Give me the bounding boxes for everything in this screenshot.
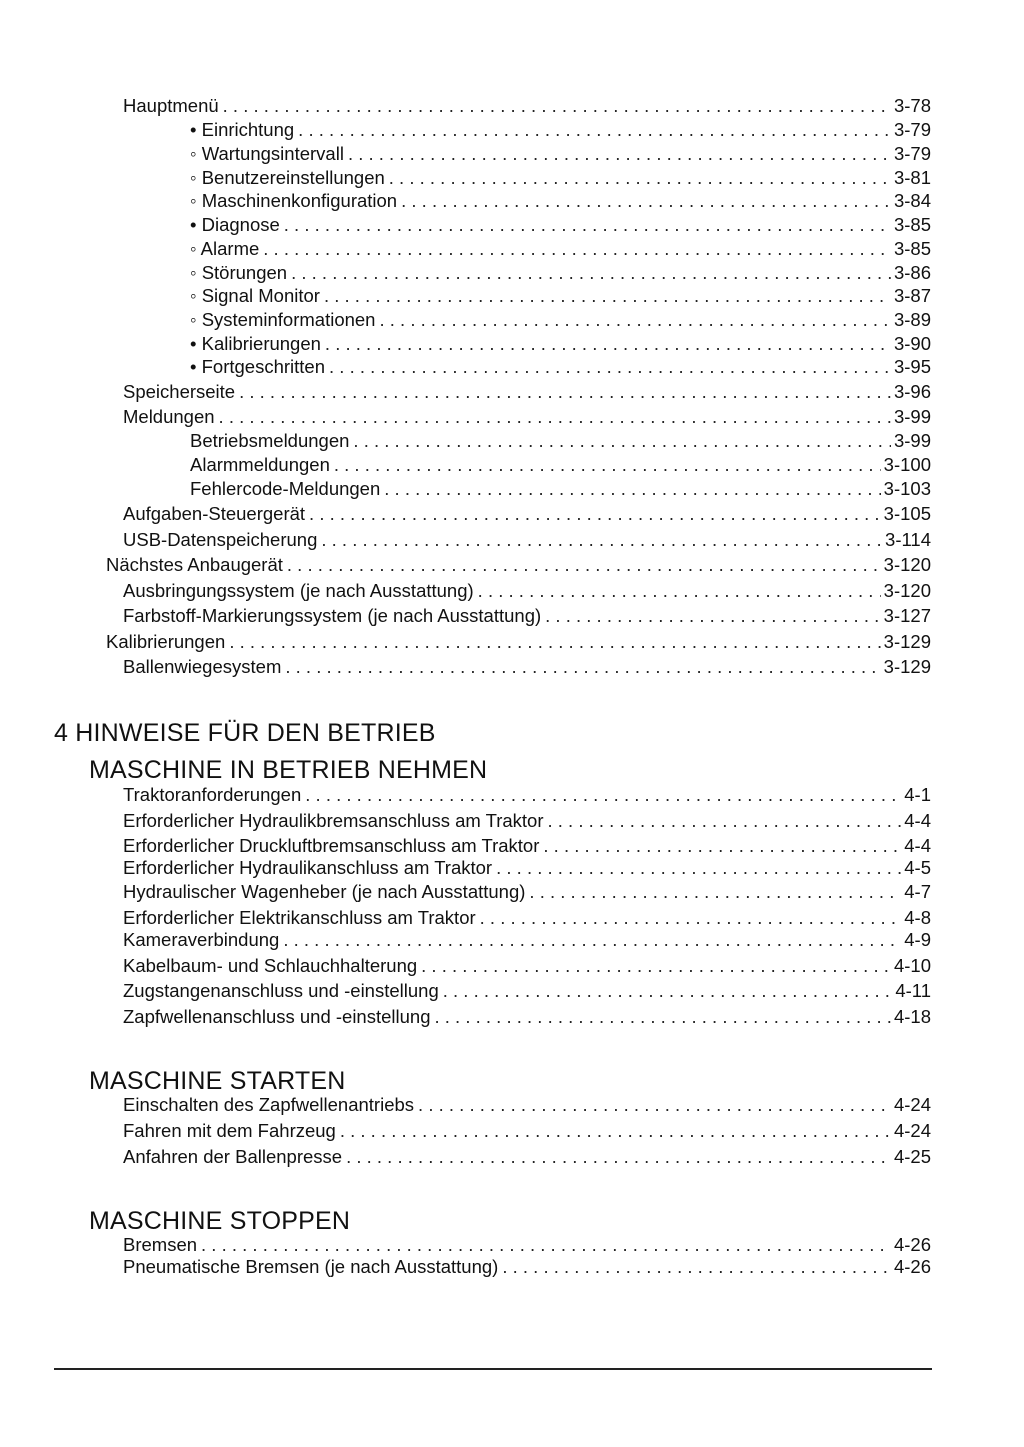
toc-entry[interactable] bbox=[123, 810, 931, 832]
toc-label: Einschalten des Zapfwellenantriebs bbox=[123, 1094, 415, 1115]
toc-page-number: 4-1 bbox=[904, 784, 931, 805]
toc-entry[interactable] bbox=[123, 580, 931, 602]
toc-label: Erforderlicher Hydraulikanschluss am Traktor bbox=[123, 857, 493, 878]
dot-leader bbox=[435, 1006, 891, 1028]
toc-page-number: 4-4 bbox=[904, 835, 931, 856]
chapter-title: 4 HINWEISE FÜR DEN BETRIEB bbox=[54, 719, 436, 747]
toc-entry[interactable] bbox=[123, 1234, 931, 1256]
toc-page-number: 3-129 bbox=[883, 631, 931, 652]
dot-leader bbox=[283, 929, 901, 951]
toc-label: Aufgaben-Steuergerät bbox=[123, 503, 306, 524]
footer-rule bbox=[54, 1368, 932, 1370]
toc-page-number: 4-26 bbox=[893, 1256, 931, 1277]
toc-page-number: 3-105 bbox=[883, 503, 931, 524]
toc-entry[interactable] bbox=[190, 167, 931, 189]
toc-label: Alarmmeldungen bbox=[190, 454, 330, 475]
toc-label: Kameraverbindung bbox=[123, 929, 280, 950]
dot-leader bbox=[443, 980, 893, 1002]
toc-label: ◦ Maschinenkonfiguration bbox=[190, 190, 398, 211]
toc-label: Pneumatische Bremsen (je nach Ausstattung) bbox=[123, 1256, 499, 1277]
dot-leader bbox=[201, 1234, 891, 1256]
toc-entry[interactable] bbox=[123, 95, 931, 117]
toc-entry[interactable] bbox=[123, 381, 931, 403]
dot-leader bbox=[284, 214, 891, 236]
dot-leader bbox=[329, 356, 891, 378]
toc-entry[interactable] bbox=[190, 190, 931, 212]
toc-entry[interactable] bbox=[190, 214, 931, 236]
section-title: MASCHINE STOPPEN bbox=[89, 1207, 351, 1235]
toc-page-number: 3-99 bbox=[893, 430, 931, 451]
toc-page-number: 3-95 bbox=[893, 356, 931, 377]
toc-page-number: 3-78 bbox=[893, 95, 931, 116]
toc-label: ◦ Alarme bbox=[190, 238, 260, 259]
toc-page-number: 3-103 bbox=[883, 478, 931, 499]
dot-leader bbox=[496, 857, 901, 879]
toc-entry[interactable] bbox=[190, 356, 931, 378]
toc-entry[interactable] bbox=[190, 238, 931, 260]
dot-leader bbox=[321, 529, 882, 551]
toc-label: ◦ Störungen bbox=[190, 262, 288, 283]
dot-leader bbox=[340, 1120, 891, 1142]
dot-leader bbox=[421, 955, 891, 977]
toc-label: • Einrichtung bbox=[190, 119, 295, 140]
dot-leader bbox=[325, 333, 891, 355]
dot-leader bbox=[309, 503, 881, 525]
toc-label: • Diagnose bbox=[190, 214, 280, 235]
toc-page-number: 3-129 bbox=[883, 656, 931, 677]
toc-page-number: 4-24 bbox=[893, 1120, 931, 1141]
toc-label: Anfahren der Ballenpresse bbox=[123, 1146, 343, 1167]
toc-entry[interactable] bbox=[123, 1146, 931, 1168]
toc-label: • Kalibrierungen bbox=[190, 333, 321, 354]
toc-page-number: 3-90 bbox=[893, 333, 931, 354]
toc-page-number: 3-79 bbox=[893, 143, 931, 164]
toc-label: • Fortgeschritten bbox=[190, 356, 326, 377]
toc-label: ◦ Wartungsintervall bbox=[190, 143, 344, 164]
toc-label: Ausbringungssystem (je nach Ausstattung) bbox=[123, 580, 474, 601]
toc-entry[interactable] bbox=[190, 478, 931, 500]
toc-entry[interactable] bbox=[123, 857, 931, 879]
toc-page-number: 3-86 bbox=[893, 262, 931, 283]
toc-entry[interactable] bbox=[190, 285, 931, 307]
dot-leader bbox=[324, 285, 891, 307]
toc-label: Traktoranforderungen bbox=[123, 784, 302, 805]
toc-entry[interactable] bbox=[190, 119, 931, 141]
toc-page-number: 3-120 bbox=[883, 554, 931, 575]
toc-entry[interactable] bbox=[106, 631, 931, 653]
toc-entry[interactable] bbox=[123, 907, 931, 929]
dot-leader bbox=[384, 478, 880, 500]
toc-page-number: 4-9 bbox=[904, 929, 931, 950]
toc-label: Zugstangenanschluss und -einstellung bbox=[123, 980, 439, 1001]
toc-label: Kalibrierungen bbox=[106, 631, 226, 652]
toc-page-number: 4-24 bbox=[893, 1094, 931, 1115]
dot-leader bbox=[401, 190, 891, 212]
toc-entry[interactable] bbox=[190, 333, 931, 355]
toc-entry[interactable] bbox=[190, 430, 931, 452]
dot-leader bbox=[529, 881, 901, 903]
toc-entry[interactable] bbox=[106, 554, 931, 576]
dot-leader bbox=[548, 810, 902, 832]
dot-leader bbox=[305, 784, 901, 806]
toc-label: Fahren mit dem Fahrzeug bbox=[123, 1120, 336, 1141]
dot-leader bbox=[291, 262, 891, 284]
toc-page-number: 3-96 bbox=[893, 381, 931, 402]
dot-leader bbox=[502, 1256, 891, 1278]
toc-entry[interactable] bbox=[123, 1094, 931, 1116]
toc-label: Meldungen bbox=[123, 406, 215, 427]
toc-entry[interactable] bbox=[123, 835, 931, 857]
toc-entry[interactable] bbox=[123, 784, 931, 806]
dot-leader bbox=[480, 907, 902, 929]
toc-entry[interactable] bbox=[190, 143, 931, 165]
dot-leader bbox=[418, 1094, 891, 1116]
toc-label: Farbstoff-Markierungssystem (je nach Ausstattung) bbox=[123, 605, 542, 626]
toc-page-number: 3-120 bbox=[883, 580, 931, 601]
toc-page-number: 3-100 bbox=[883, 454, 931, 475]
dot-leader bbox=[298, 119, 891, 141]
toc-entry[interactable] bbox=[123, 605, 931, 627]
dot-leader bbox=[285, 656, 880, 678]
toc-page-number: 3-87 bbox=[893, 285, 931, 306]
toc-label: Fehlercode-Meldungen bbox=[190, 478, 381, 499]
dot-leader bbox=[263, 238, 891, 260]
dot-leader bbox=[348, 143, 891, 165]
toc-label: ◦ Signal Monitor bbox=[190, 285, 320, 306]
dot-leader bbox=[389, 167, 891, 189]
toc-entry[interactable] bbox=[123, 1006, 931, 1028]
toc-label: ◦ Benutzereinstellungen bbox=[190, 167, 385, 188]
toc-page-number: 4-7 bbox=[904, 881, 931, 902]
toc-entry[interactable] bbox=[123, 503, 931, 525]
toc-page-number: 3-85 bbox=[893, 214, 931, 235]
toc-entry[interactable] bbox=[190, 309, 931, 331]
toc-entry[interactable] bbox=[123, 529, 931, 551]
toc-label: Betriebsmeldungen bbox=[190, 430, 350, 451]
toc-entry[interactable] bbox=[123, 980, 931, 1002]
toc-entry[interactable] bbox=[190, 454, 931, 476]
toc-page-number: 4-26 bbox=[893, 1234, 931, 1255]
toc-entry[interactable] bbox=[123, 406, 931, 428]
toc-label: Erforderlicher Elektrikanschluss am Traktor bbox=[123, 907, 476, 928]
dot-leader bbox=[223, 95, 891, 117]
dot-leader bbox=[346, 1146, 891, 1168]
toc-page-number: 3-81 bbox=[893, 167, 931, 188]
toc-label: USB-Datenspeicherung bbox=[123, 529, 318, 550]
toc-entry[interactable] bbox=[123, 1120, 931, 1142]
toc-page-number: 3-127 bbox=[883, 605, 931, 626]
toc-entry[interactable] bbox=[190, 262, 931, 284]
dot-leader bbox=[219, 406, 891, 428]
toc-label: ◦ Systeminformationen bbox=[190, 309, 376, 330]
toc-page-number: 3-85 bbox=[893, 238, 931, 259]
toc-entry[interactable] bbox=[123, 1256, 931, 1278]
toc-entry[interactable] bbox=[123, 955, 931, 977]
toc-label: Hauptmenü bbox=[123, 95, 219, 116]
toc-page-number: 4-4 bbox=[904, 810, 931, 831]
toc-page-number: 3-99 bbox=[893, 406, 931, 427]
dot-leader bbox=[545, 605, 881, 627]
toc-page-number: 3-79 bbox=[893, 119, 931, 140]
dot-leader bbox=[229, 631, 880, 653]
toc-page-number: 3-84 bbox=[893, 190, 931, 211]
section-title: MASCHINE IN BETRIEB NEHMEN bbox=[89, 756, 488, 784]
toc-page-number: 4-8 bbox=[904, 907, 931, 928]
dot-leader bbox=[353, 430, 891, 452]
dot-leader bbox=[478, 580, 881, 602]
toc-label: Kabelbaum- und Schlauchhalterung bbox=[123, 955, 418, 976]
toc-page-number: 3-114 bbox=[885, 529, 931, 550]
section-title: MASCHINE STARTEN bbox=[89, 1067, 346, 1095]
dot-leader bbox=[287, 554, 881, 576]
toc-page-number: 4-18 bbox=[893, 1006, 931, 1027]
toc-page-number: 3-89 bbox=[893, 309, 931, 330]
toc-label: Ballenwiegesystem bbox=[123, 656, 282, 677]
toc-label: Erforderlicher Druckluftbremsanschluss am Traktor bbox=[123, 835, 540, 856]
toc-label: Nächstes Anbaugerät bbox=[106, 554, 283, 575]
toc-page-number: 4-5 bbox=[904, 857, 931, 878]
toc-entry[interactable] bbox=[123, 881, 931, 903]
toc-label: Erforderlicher Hydraulikbremsanschluss am Traktor bbox=[123, 810, 544, 831]
dot-leader bbox=[543, 835, 901, 857]
dot-leader bbox=[379, 309, 890, 331]
dot-leader bbox=[239, 381, 891, 403]
toc-page-number: 4-10 bbox=[893, 955, 931, 976]
toc-label: Bremsen bbox=[123, 1234, 198, 1255]
dot-leader bbox=[334, 454, 881, 476]
toc-label: Zapfwellenanschluss und -einstellung bbox=[123, 1006, 431, 1027]
toc-page-number: 4-25 bbox=[893, 1146, 931, 1167]
toc-label: Hydraulischer Wagenheber (je nach Ausstattung) bbox=[123, 881, 526, 902]
toc-label: Speicherseite bbox=[123, 381, 236, 402]
toc-entry[interactable] bbox=[123, 929, 931, 951]
toc-page-number: 4-11 bbox=[895, 980, 931, 1001]
toc-entry[interactable] bbox=[123, 656, 931, 678]
